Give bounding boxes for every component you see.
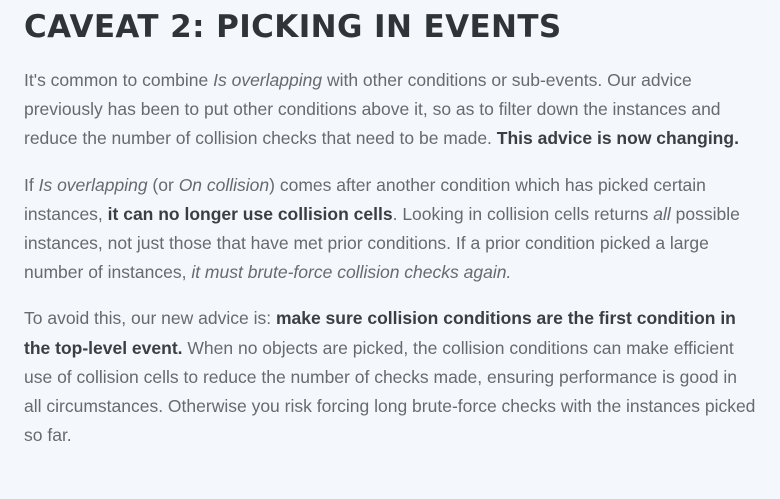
p1-emphasis-is-overlapping: Is overlapping bbox=[213, 70, 323, 90]
p2-text-3: ) comes after another condition which has picked certain instances, bbox=[24, 174, 706, 224]
paragraph-1 bbox=[24, 66, 756, 154]
p3-strong-first-condition: make sure collision conditions are the first condition in the top-level event. bbox=[24, 308, 736, 358]
p2-text-2: (or bbox=[147, 174, 179, 195]
p3-text-1: To avoid this, our new advice is: bbox=[24, 308, 276, 329]
p1-text-2: with other conditions or sub-events. Our advice previously has been to put other conditions above it, so as to filter down the instances and reduce the number of collision checks that need to be made. bbox=[24, 70, 721, 149]
p3-text-2: When no objects are picked, the collision conditions can make efficient use of collision cells to reduce the number of checks made, ensuring performance is good in all circumstances. Otherwise you risk forcing long brute-force checks with the instances picked so far. bbox=[24, 337, 756, 446]
p1-text-1: It's common to combine bbox=[24, 70, 214, 90]
p2-text-1: If bbox=[24, 174, 39, 195]
paragraph-2 bbox=[24, 171, 756, 288]
p2-emphasis-is-overlapping: Is overlapping bbox=[38, 174, 148, 195]
p2-text-5: possible instances, not just those that have met prior conditions. If a prior condition picked a large number of instances, bbox=[24, 203, 740, 283]
p2-text-4: . Looking in collision cells returns bbox=[392, 203, 654, 224]
p2-emphasis-brute-force: it must brute-force collision checks again. bbox=[191, 262, 512, 283]
p2-strong-no-collision-cells: it can no longer use collision cells bbox=[107, 203, 393, 224]
p2-emphasis-all: all bbox=[653, 203, 671, 224]
paragraph-3 bbox=[24, 304, 756, 450]
p1-strong-advice-changing: This advice is now changing. bbox=[496, 128, 739, 149]
section-heading: CAVEAT 2: PICKING IN EVENTS bbox=[24, 9, 562, 45]
p2-emphasis-on-collision: On collision bbox=[178, 174, 270, 195]
